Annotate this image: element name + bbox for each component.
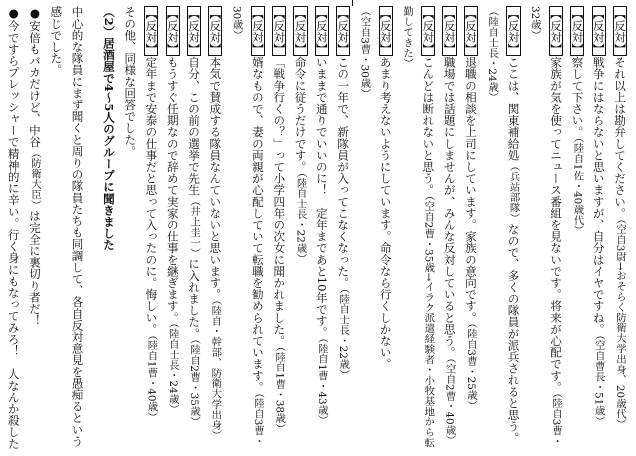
opposition-tag: 【反対】 xyxy=(549,8,564,55)
opinion-text: 職場では話題にしませんが、みんな反対していると思う。 xyxy=(442,56,457,359)
respondent-attribution: （空自2曹・35歳→イラク派遣経験者・小牧基地から転勤してきた） xyxy=(401,6,435,448)
opinion-entry xyxy=(481,6,524,452)
respondent-attribution: （陸自1佐・40歳代） xyxy=(571,137,584,236)
respondent-attribution: （陸自1曹・43歳） xyxy=(315,337,328,426)
opinion-entry xyxy=(566,6,587,452)
opposition-tag: 【反対】 xyxy=(314,8,329,55)
bullet-text: 安倍もバカだけど、中谷 xyxy=(27,20,42,148)
opinion-entry xyxy=(268,6,289,452)
respondent-attribution: （陸自1曹・38歳） xyxy=(273,346,286,434)
respondent-attribution: （空自2曹・40歳） xyxy=(443,358,456,446)
opinion-entry xyxy=(204,6,225,452)
inline-note: （防衛大臣） xyxy=(28,147,41,211)
opinion-entry xyxy=(396,6,439,452)
section-summary: 中心的な隊員にまず聞くと周りの隊員たちも同調して、各自反対意見を愚痴るという感じでした。 xyxy=(49,6,85,447)
opinion-text: もうすぐ任期なので辞めて実家の仕事を継ぎます。 xyxy=(165,56,180,324)
opinion-text: ここは、関東補給処 xyxy=(506,56,521,161)
respondent-attribution: （空自3尉→おそらく防衛大学出身、20歳代） xyxy=(614,218,626,430)
inline-note: （兵站部隊） xyxy=(507,160,520,224)
opinion-text: 自分、この前の選挙で先生 xyxy=(187,56,202,196)
opposition-tag: 【反対】 xyxy=(165,8,180,55)
opposition-tag: 【反対】 xyxy=(144,8,159,55)
opinion-text-continued: に入れました。 xyxy=(187,258,202,340)
opposition-tag: 【反対】 xyxy=(570,8,585,55)
respondent-attribution: （陸自・幹部、防衛大学出身） xyxy=(209,300,222,441)
opinion-text: 戦争にはならないと思いますが、自分はイヤですね。 xyxy=(591,56,606,335)
respondent-attribution: （陸自3曹・32歳） xyxy=(528,6,563,447)
opposition-tag: 【反対】 xyxy=(442,8,457,55)
opposition-tag: 【反対】 xyxy=(208,8,223,55)
opposition-tag: 【反対】 xyxy=(293,8,308,55)
opinion-text-continued: なので、多くの隊員が派兵されると思う。 xyxy=(506,223,521,444)
opposition-tag: 【反対】 xyxy=(613,8,627,55)
bullet-text-continued: は完全に裏切り者だ！ xyxy=(27,210,42,327)
opposition-tag: 【反対】 xyxy=(272,8,287,55)
bullet-icon: ● xyxy=(27,6,42,20)
opinion-entry xyxy=(524,6,567,452)
opposition-tag: 【反対】 xyxy=(506,8,521,55)
opinion-entry xyxy=(289,6,310,452)
respondent-attribution: （陸自1曹・40歳） xyxy=(145,334,158,423)
opinion-entry xyxy=(609,6,630,452)
opinion-entry xyxy=(225,6,268,452)
bullet-text: 今ですらプレッシャーで精神的に辛い。行く身にもなってみろ！ 人なんか殺した xyxy=(6,20,21,450)
opposition-tag: 【反対】 xyxy=(336,8,351,55)
opinion-text: 「戦争行くの？」って小学四年の次女に聞かれました。 xyxy=(272,56,287,347)
bullet-item xyxy=(24,6,45,452)
opinion-text: それ以上は勘弁してください。 xyxy=(613,56,627,219)
respondent-attribution: （陸自2曹・35歳） xyxy=(188,339,201,427)
opinion-text: 定年まで安泰の仕事だと思って入ったのに。悔しい。 xyxy=(144,56,159,335)
closing-remark: その他、同様な回答でした。 xyxy=(123,6,138,157)
opinion-text: 本気で賛成する隊員なんていないと思います。 xyxy=(208,56,223,301)
section-heading: （2）居酒屋で4～5人のグループに聞きました xyxy=(101,6,116,251)
opinion-entry xyxy=(311,6,332,452)
opinion-text: 察して下さい。 xyxy=(570,56,585,138)
opinion-text: いままで通りでいいのに！ 定年まであと10年です。 xyxy=(314,56,329,338)
bullet-item xyxy=(0,6,24,452)
opinion-entry xyxy=(587,6,608,452)
opinion-text: こんどは断れないと思う。 xyxy=(421,56,436,196)
respondent-attribution: （陸自3曹・30歳） xyxy=(230,6,264,447)
opinion-text: 命令に従うだけです。 xyxy=(293,56,308,173)
opinion-entry xyxy=(332,6,353,452)
opinion-entry xyxy=(161,6,182,452)
opinion-entry xyxy=(353,6,396,452)
respondent-attribution: （空自3曹・30歳） xyxy=(358,6,371,99)
opinion-text: この一年で、新隊員が入ってこなくなった。 xyxy=(336,56,351,289)
opinion-entry xyxy=(183,6,204,452)
respondent-attribution: （陸自士長・22歳） xyxy=(294,172,307,264)
respondent-attribution: （陸自士長・24歳） xyxy=(166,323,179,415)
opposition-tag: 【反対】 xyxy=(250,8,265,55)
opinion-text: 家族が気を使ってニュース番組を見ないです。将来が心配です。 xyxy=(549,56,564,393)
opinion-entry xyxy=(438,6,459,452)
opposition-tag: 【反対】 xyxy=(187,8,202,55)
opinion-text: 退職の相談を上司にしています。家族の意向です。 xyxy=(463,56,478,324)
opinion-text: あまり考えないようにしています。命令なら行くしかない。 xyxy=(378,56,393,370)
vertical-text-body xyxy=(6,6,630,452)
bullet-icon: ● xyxy=(6,6,21,20)
respondent-attribution: （陸自士長・24歳） xyxy=(486,6,499,103)
opposition-tag: 【反対】 xyxy=(591,8,606,55)
opposition-tag: 【反対】 xyxy=(421,8,436,55)
opinion-entry xyxy=(460,6,481,452)
opposition-tag: 【反対】 xyxy=(378,8,393,55)
opinion-entry xyxy=(140,6,161,452)
inline-note: （井上圭一） xyxy=(188,195,201,259)
respondent-attribution: （陸自3曹・25歳） xyxy=(464,323,477,411)
opposition-tag: 【反対】 xyxy=(463,8,478,55)
respondent-attribution: （空自曹長・51歳） xyxy=(592,334,605,427)
respondent-attribution: （陸自士長・22歳） xyxy=(337,288,350,380)
opinion-text: 婿なもので、妻の両親が心配していて転職を勧められています。 xyxy=(250,56,265,393)
